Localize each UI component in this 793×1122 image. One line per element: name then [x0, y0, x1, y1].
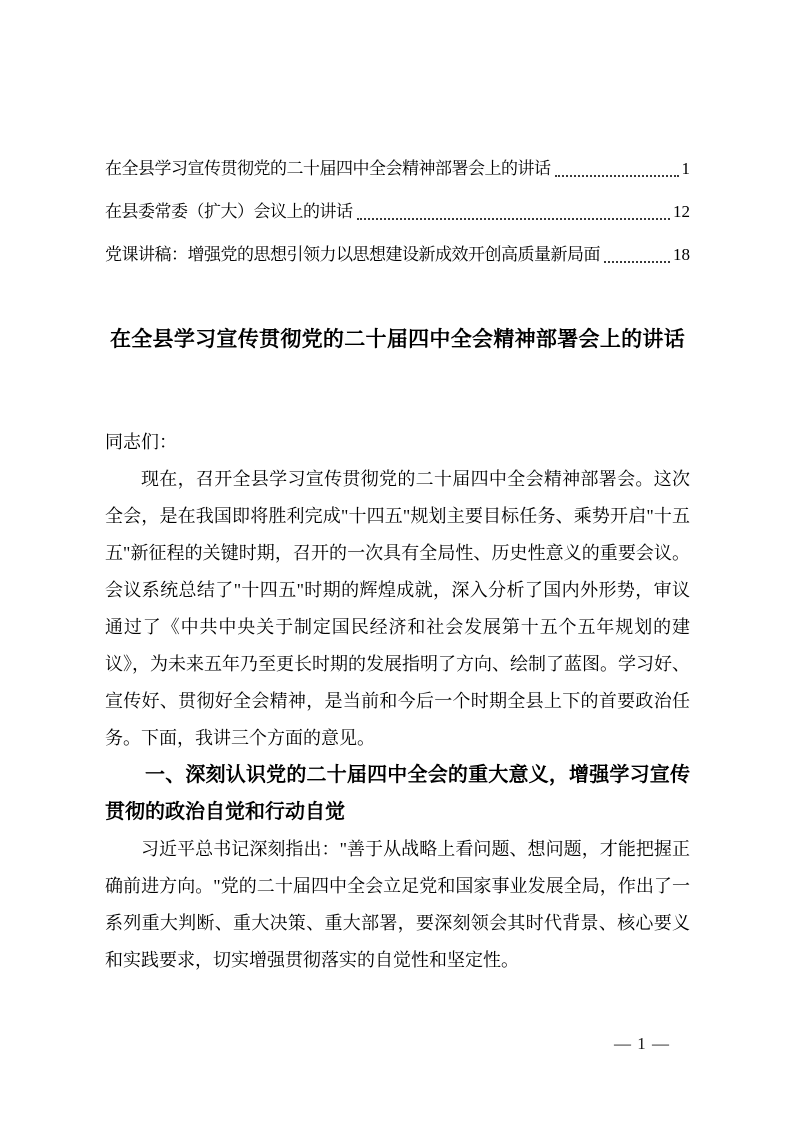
toc-entry[interactable] — [105, 147, 690, 190]
toc-entry-page-number: 18 — [673, 245, 690, 264]
toc-entry-title: 在县委常委（扩大）会议上的讲话 — [105, 202, 353, 221]
toc-dot-leader — [555, 175, 679, 177]
document-title: 在全县学习宣传贯彻党的二十届四中全会精神部署会上的讲话 — [109, 328, 686, 351]
toc-entry[interactable] — [105, 233, 690, 276]
toc-entry-page-number: 1 — [681, 159, 690, 178]
toc-entry[interactable] — [105, 190, 690, 233]
salutation: 同志们： — [105, 432, 177, 452]
section-heading: 一、深刻认识党的二十届四中全会的重大意义，增强学习宣传贯彻的政治自觉和行动自觉 — [105, 764, 690, 823]
table-of-contents — [105, 147, 690, 276]
toc-entry-title: 在全县学习宣传贯彻党的二十届四中全会精神部署会上的讲话 — [105, 159, 551, 178]
toc-entry-page-number: 12 — [673, 202, 690, 221]
document-body — [105, 424, 690, 979]
toc-entry-title: 党课讲稿：增强党的思想引领力以思想建设新成效开创高质量新局面 — [105, 245, 600, 264]
body-paragraph: 现在，召开全县学习宣传贯彻党的二十届四中全会精神部署会。这次全会，是在我国即将胜利完成"十四五"规划主要目标任务、乘势开启"十五五"新征程的关键时期，召开的一次具有全局性、历史性意义的重要会议。会议系统总结了"十四五"时期的辉煌成就，深入分析了国内外形势，审议通过了《中共中央关于制定国民经济和社会发展第十五个五年规划的建议》，为未来五年乃至更长时期的发展指明了方向、绘制了蓝图。学习好、宣传好、贯彻好全会精神，是当前和今后一个时期全县上下的首要政治任务。下面，我讲三个方面的意见。 — [105, 469, 690, 748]
toc-dot-leader — [604, 261, 670, 263]
toc-dot-leader — [357, 218, 671, 220]
body-paragraph: 习近平总书记深刻指出："善于从战略上看问题、想问题，才能把握正确前进方向。"党的二十届四中全会立足党和国家事业发展全局，作出了一系列重大判断、重大决策、重大部署，要深刻领会其时代背景、核心要义和实践要求，切实增强贯彻落实的自觉性和坚定性。 — [105, 839, 690, 970]
footer-page-number: — 1 — — [614, 1034, 670, 1053]
